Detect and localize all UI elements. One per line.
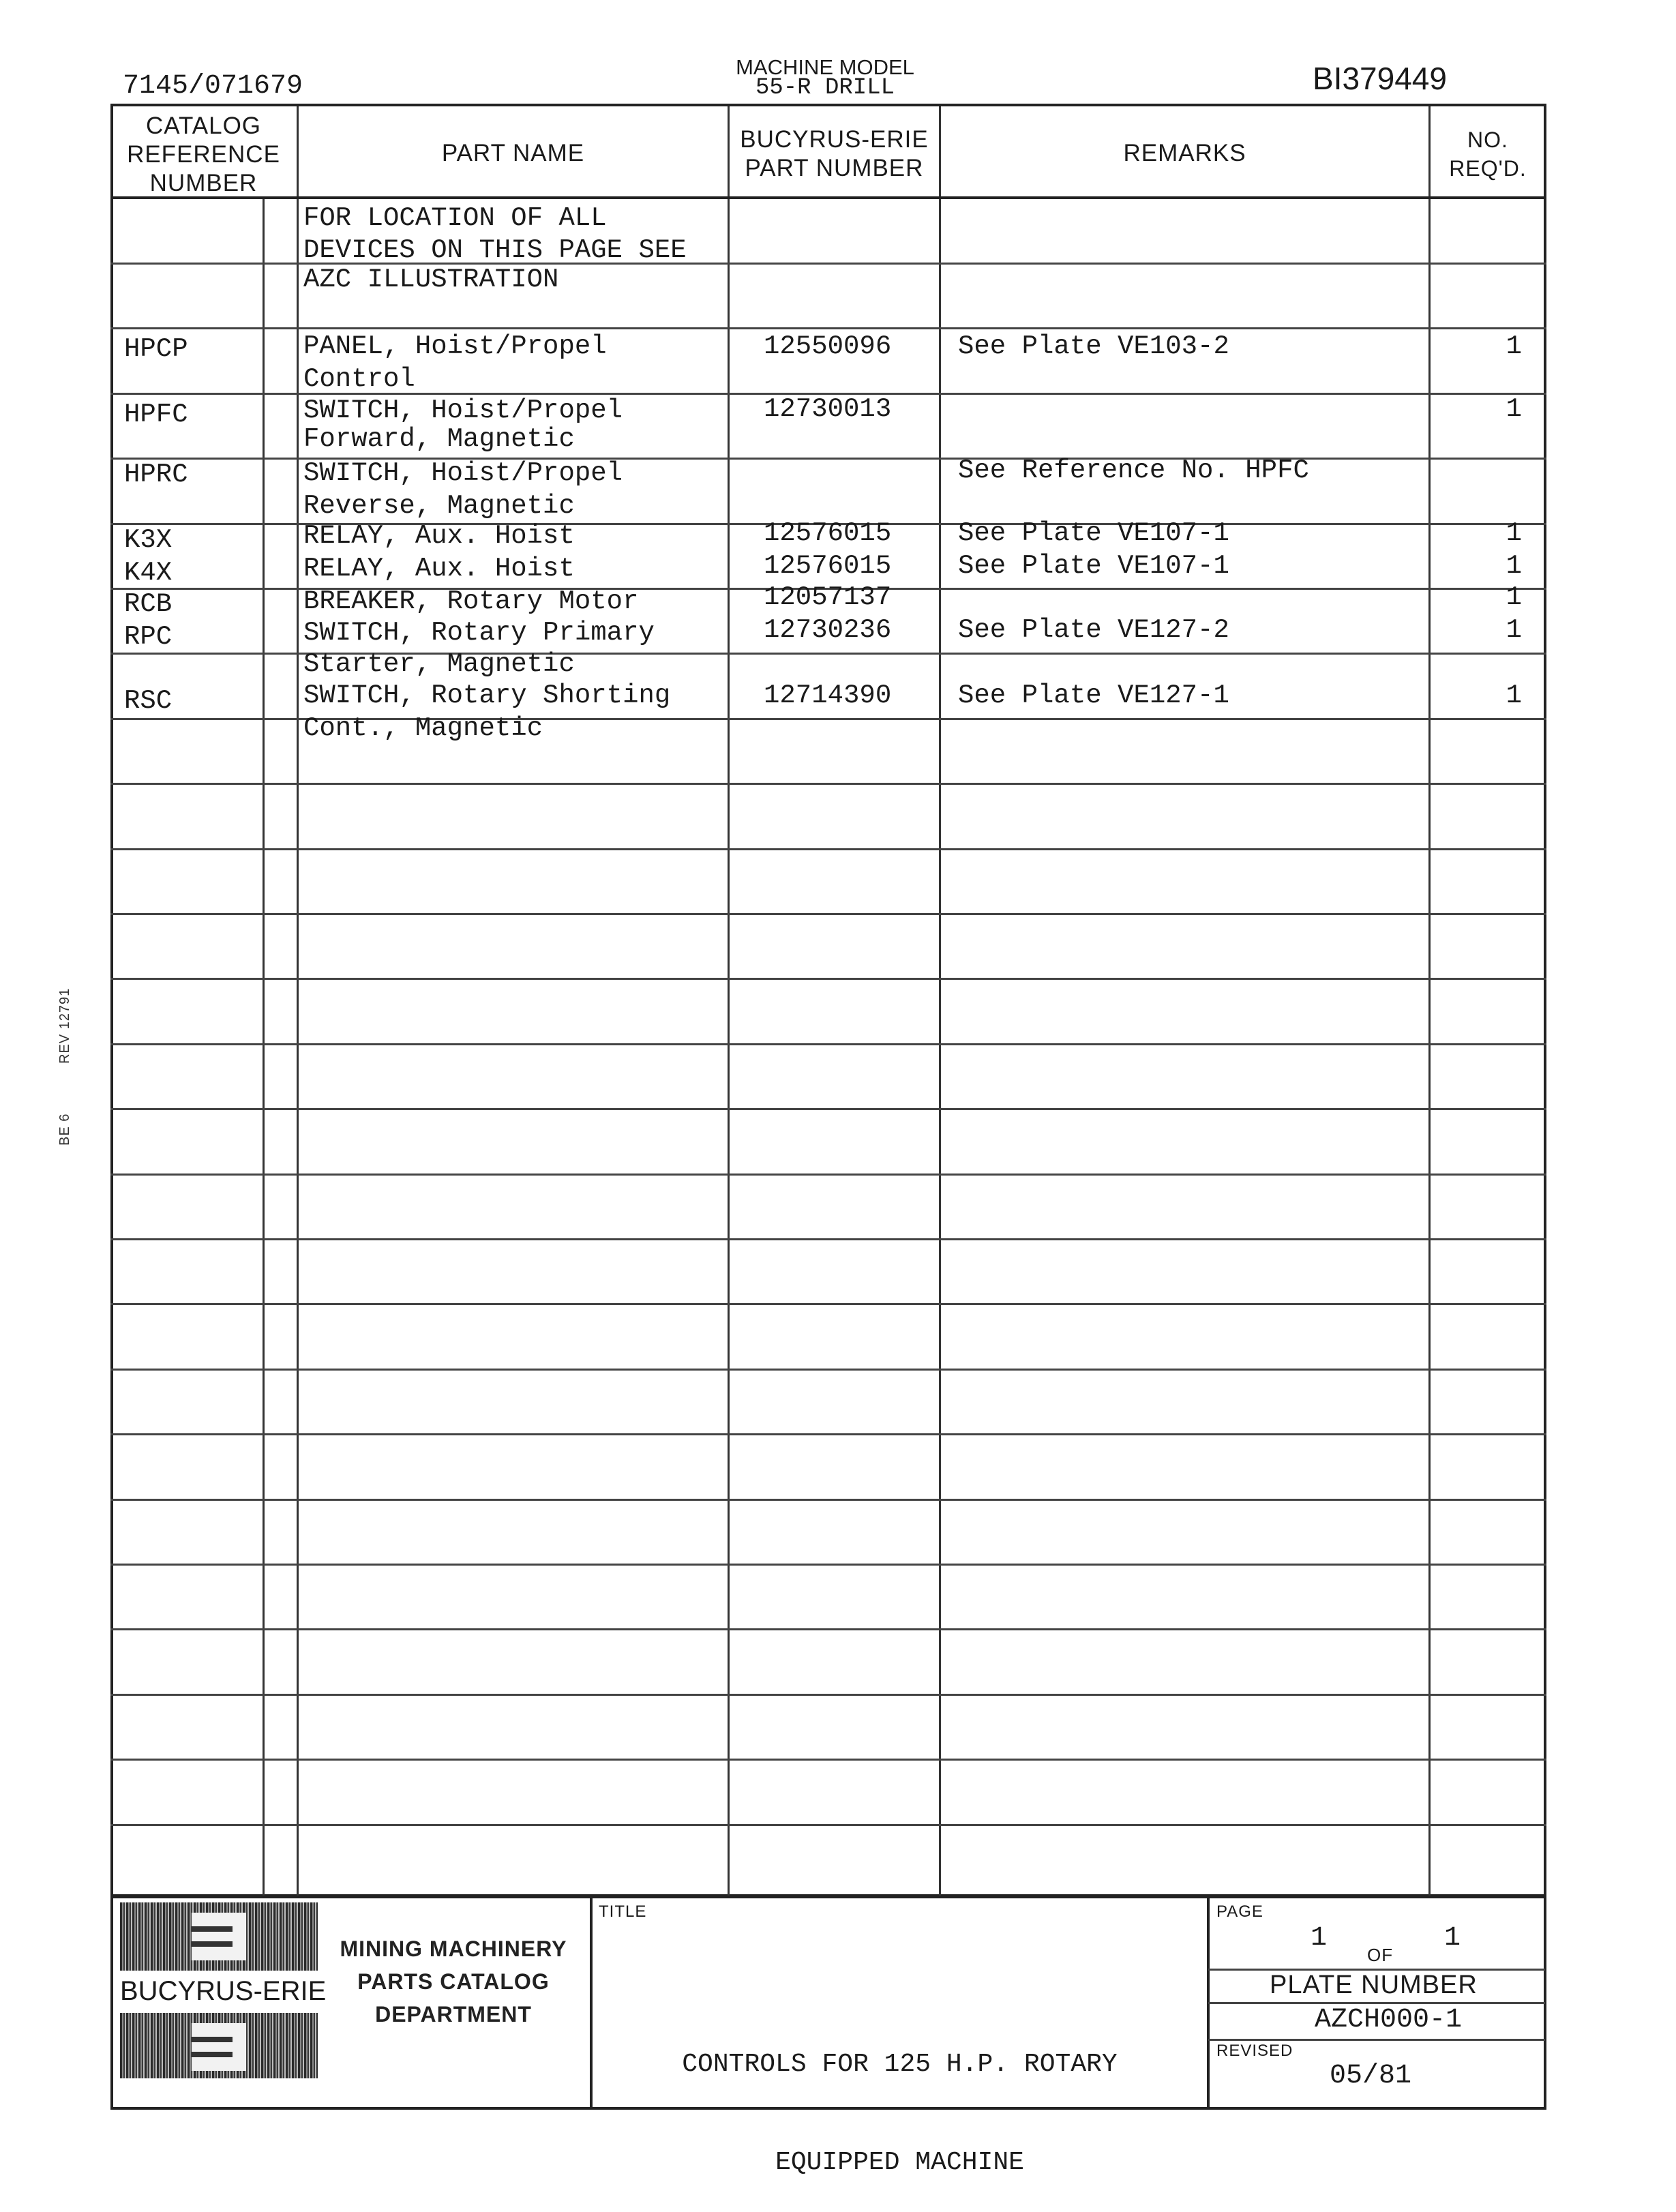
row-part-name: SWITCH, Hoist/Propel — [303, 395, 623, 425]
row-qty: 1 — [1506, 394, 1522, 424]
row-part-name: SWITCH, Hoist/Propel — [303, 458, 623, 488]
row-rule — [110, 913, 1546, 915]
row-ref: K4X — [124, 558, 173, 588]
col-header-remarks: REMARKS — [1123, 140, 1246, 166]
row-remarks: See Plate VE127-2 — [958, 615, 1229, 645]
row-part-number: 12057137 — [764, 582, 892, 612]
row-remarks: See Plate VE107-1 — [958, 551, 1229, 581]
row-rule — [110, 1759, 1546, 1761]
row-part-number: 12730236 — [764, 615, 892, 645]
row-ref: HPCP — [124, 334, 188, 364]
row-rule — [110, 1369, 1546, 1371]
row-ref: HPRC — [124, 460, 188, 490]
bucyrus-erie-logo-top — [120, 1902, 318, 1971]
department-line1: MINING MACHINERY — [340, 1937, 567, 1961]
row-rule — [110, 978, 1546, 980]
row-part-name: BREAKER, Rotary Motor — [303, 586, 639, 616]
bi-number: BI379449 — [1313, 61, 1447, 96]
row-qty: 1 — [1506, 518, 1522, 548]
row-part-name: PANEL, Hoist/Propel — [303, 331, 607, 361]
side-revision-code: REV 12791 — [57, 987, 72, 1064]
header-row-divider — [110, 196, 1546, 199]
page-label: PAGE — [1216, 1902, 1263, 1921]
document-title-line1: CONTROLS FOR 125 H.P. ROTARY — [682, 2050, 1118, 2079]
row-part-name: SWITCH, Rotary Primary — [303, 618, 655, 648]
row-rule — [110, 1694, 1546, 1696]
row-rule — [110, 1174, 1546, 1176]
revised-label: REVISED — [1216, 2042, 1293, 2060]
row-qty: 1 — [1506, 551, 1522, 581]
row-remarks: See Plate VE103-2 — [958, 331, 1229, 361]
row-rule — [110, 1824, 1546, 1826]
row-rule — [110, 1564, 1546, 1566]
col-header-ref-line2: REFERENCE — [127, 141, 280, 168]
row-remarks: See Plate VE127-1 — [958, 681, 1229, 711]
col-header-part-number-line2: PART NUMBER — [745, 155, 924, 181]
col-header-qty — [1431, 125, 1545, 183]
row-rule — [110, 1499, 1546, 1501]
machine-model-label: MACHINE MODEL — [736, 55, 914, 79]
col-header-ref-line3: NUMBER — [149, 170, 258, 196]
row-part-name: SWITCH, Rotary Shorting — [303, 681, 671, 711]
row-ref: HPFC — [124, 400, 188, 430]
department — [320, 1932, 586, 2031]
row-rule — [110, 1628, 1546, 1630]
row-rule — [110, 1108, 1546, 1110]
row-part-number: 12730013 — [764, 394, 892, 424]
side-form-code: BE 6 — [57, 1113, 72, 1146]
row-rule — [110, 1043, 1546, 1045]
row-rule — [110, 1238, 1546, 1240]
document-title — [593, 1983, 1207, 2212]
location-note-line3: AZC ILLUSTRATION — [303, 265, 559, 295]
bucyrus-erie-logo-bottom — [120, 2013, 318, 2078]
document-number: 7145/071679 — [123, 71, 303, 102]
revised-date: 05/81 — [1330, 2061, 1412, 2091]
row-rule — [110, 1433, 1546, 1435]
row-rule — [110, 327, 1546, 329]
location-note-line2: DEVICES ON THIS PAGE SEE — [303, 235, 687, 265]
title-label: TITLE — [599, 1902, 647, 1921]
col-header-ref — [110, 112, 297, 198]
col-header-ref-line1: CATALOG — [145, 113, 262, 139]
row-part-name-cont: Forward, Magnetic — [303, 424, 575, 454]
row-ref: RCB — [124, 589, 173, 619]
machine-model — [709, 55, 941, 101]
row-qty: 1 — [1506, 615, 1522, 645]
col-header-part-name: PART NAME — [441, 140, 585, 166]
page-number: 1 — [1311, 1923, 1328, 1954]
row-part-number: 12550096 — [764, 331, 892, 361]
row-part-name: RELAY, Aux. Hoist — [303, 554, 575, 584]
row-remarks: See Plate VE107-1 — [958, 518, 1229, 548]
col-header-qty-line1: NO. — [1467, 128, 1508, 152]
revised-divider — [1208, 2039, 1545, 2041]
plate-divider — [1208, 2002, 1545, 2004]
col-divider-ref-inner — [263, 198, 265, 1897]
department-line2: PARTS CATALOG — [357, 1969, 550, 1994]
row-qty: 1 — [1506, 681, 1522, 711]
row-qty: 1 — [1506, 582, 1522, 612]
row-part-name-cont: Starter, Magnetic — [303, 649, 575, 679]
row-part-name-cont: Reverse, Magnetic — [303, 491, 575, 521]
department-line3: DEPARTMENT — [375, 2002, 532, 2027]
row-part-name: RELAY, Aux. Hoist — [303, 521, 575, 551]
row-part-number: 12576015 — [764, 518, 892, 548]
row-remarks: See Reference No. HPFC — [958, 455, 1309, 485]
col-header-part-number-line1: BUCYRUS-ERIE — [740, 126, 929, 153]
plate-number: AZCH000-1 — [1315, 2005, 1463, 2035]
row-rule — [110, 783, 1546, 785]
row-ref: RSC — [124, 686, 173, 716]
page-total: 1 — [1444, 1923, 1461, 1954]
plate-number-label: PLATE NUMBER — [1270, 1971, 1478, 1999]
row-part-number: 12714390 — [764, 681, 892, 711]
machine-model-value: 55-R DRILL — [755, 75, 895, 101]
location-note-line1: FOR LOCATION OF ALL — [303, 203, 607, 233]
brand-name: BUCYRUS-ERIE — [120, 1976, 327, 2006]
row-rule — [110, 848, 1546, 850]
col-header-part-number — [730, 125, 939, 183]
row-ref: RPC — [124, 622, 173, 652]
row-ref: K3X — [124, 525, 173, 555]
col-header-qty-line2: REQ'D. — [1449, 156, 1527, 181]
row-part-name-cont: Cont., Magnetic — [303, 713, 543, 743]
row-rule — [110, 1303, 1546, 1305]
row-part-name-cont: Control — [303, 364, 415, 394]
page-of-label: OF — [1367, 1945, 1394, 1965]
row-part-number: 12576015 — [764, 551, 892, 581]
document-title-line2: EQUIPPED MACHINE — [775, 2148, 1024, 2177]
row-qty: 1 — [1506, 331, 1522, 361]
